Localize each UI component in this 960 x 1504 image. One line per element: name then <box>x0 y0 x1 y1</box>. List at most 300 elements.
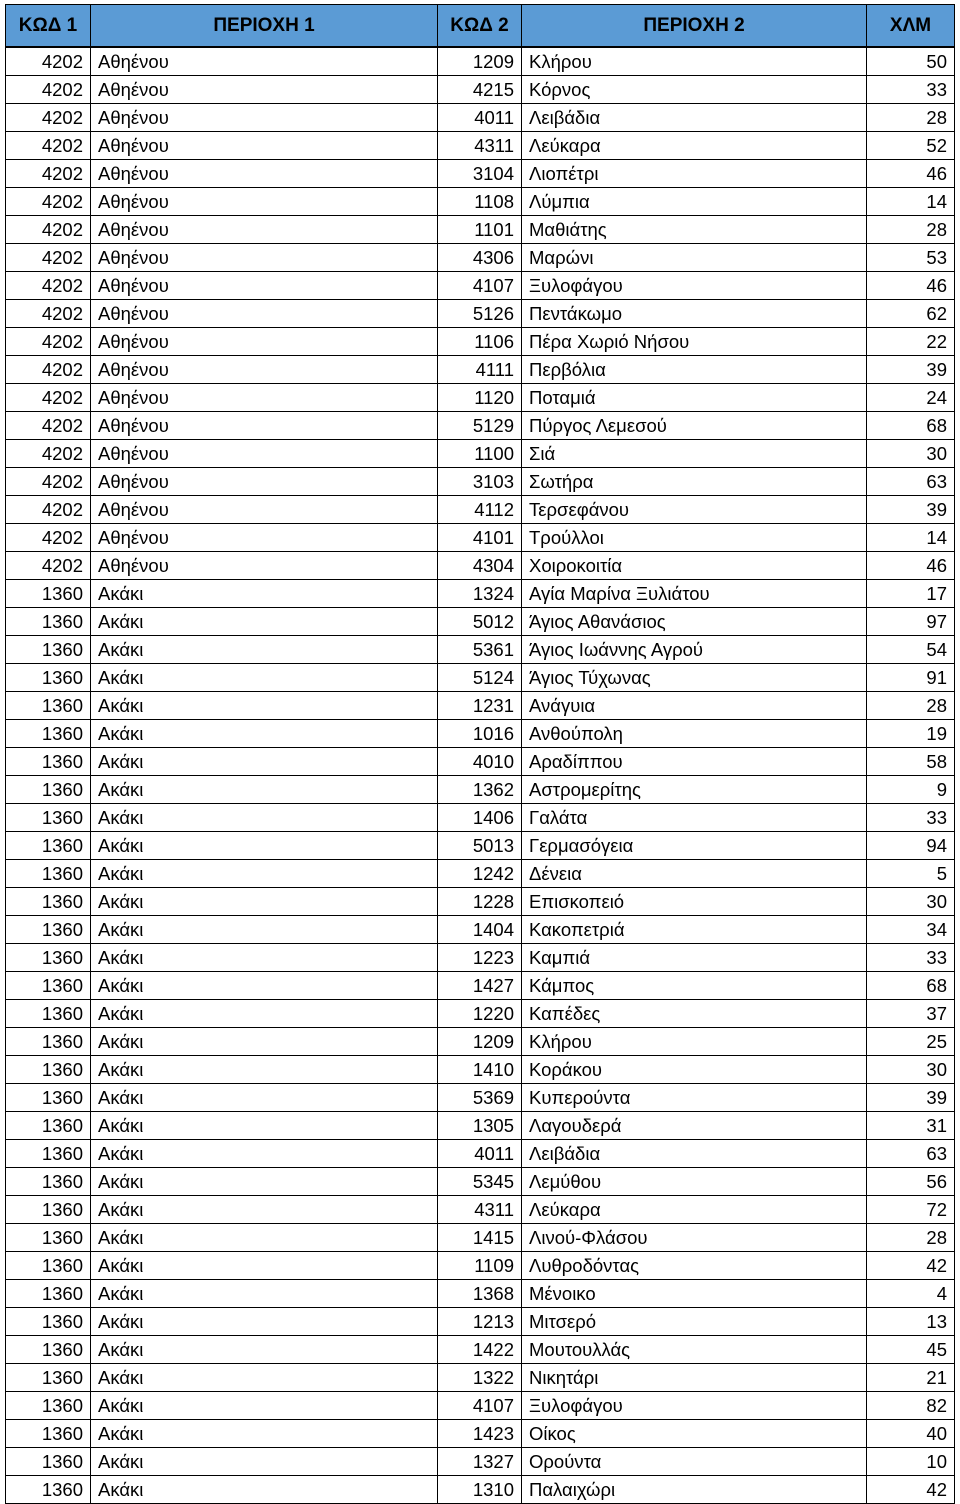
code-2-cell: 1108 <box>438 188 522 216</box>
header-code-1: ΚΩΔ 1 <box>6 5 91 48</box>
table-row <box>6 244 955 272</box>
area-1-cell: Ακάκι <box>91 720 438 748</box>
area-1-cell: Ακάκι <box>91 1364 438 1392</box>
table-row <box>6 664 955 692</box>
code-1-cell: 1360 <box>6 1280 91 1308</box>
code-2-cell: 4215 <box>438 76 522 104</box>
header-area-2: ΠΕΡΙΟΧΗ 2 <box>522 5 867 48</box>
code-1-cell: 4202 <box>6 384 91 412</box>
table-row <box>6 944 955 972</box>
table-row <box>6 1308 955 1336</box>
code-2-cell: 1310 <box>438 1476 522 1504</box>
area-1-cell: Ακάκι <box>91 1000 438 1028</box>
code-2-cell: 3103 <box>438 468 522 496</box>
area-2-cell: Σιά <box>522 440 867 468</box>
area-1-cell: Ακάκι <box>91 1336 438 1364</box>
area-2-cell: Λεύκαρα <box>522 1196 867 1224</box>
code-2-cell: 1305 <box>438 1112 522 1140</box>
code-1-cell: 1360 <box>6 1084 91 1112</box>
km-cell: 37 <box>867 1000 955 1028</box>
km-cell: 91 <box>867 664 955 692</box>
code-1-cell: 1360 <box>6 776 91 804</box>
km-cell: 5 <box>867 860 955 888</box>
km-cell: 39 <box>867 1084 955 1112</box>
area-2-cell: Λεμύθου <box>522 1168 867 1196</box>
table-row <box>6 860 955 888</box>
code-2-cell: 1415 <box>438 1224 522 1252</box>
code-1-cell: 4202 <box>6 216 91 244</box>
code-1-cell: 4202 <box>6 524 91 552</box>
code-2-cell: 4010 <box>438 748 522 776</box>
code-1-cell: 4202 <box>6 244 91 272</box>
km-cell: 34 <box>867 916 955 944</box>
code-1-cell: 4202 <box>6 412 91 440</box>
area-1-cell: Αθηένου <box>91 440 438 468</box>
km-cell: 54 <box>867 636 955 664</box>
area-1-cell: Αθηένου <box>91 496 438 524</box>
code-1-cell: 4202 <box>6 188 91 216</box>
table-row <box>6 1364 955 1392</box>
table-row <box>6 1420 955 1448</box>
km-cell: 24 <box>867 384 955 412</box>
code-2-cell: 4107 <box>438 272 522 300</box>
code-2-cell: 1423 <box>438 1420 522 1448</box>
area-2-cell: Κακοπετριά <box>522 916 867 944</box>
table-row <box>6 1280 955 1308</box>
area-2-cell: Λαγουδερά <box>522 1112 867 1140</box>
table-row <box>6 412 955 440</box>
code-1-cell: 4202 <box>6 328 91 356</box>
table-row <box>6 272 955 300</box>
area-2-cell: Παλαιχώρι <box>522 1476 867 1504</box>
table-row <box>6 440 955 468</box>
area-2-cell: Περβόλια <box>522 356 867 384</box>
km-cell: 94 <box>867 832 955 860</box>
header-code-2: ΚΩΔ 2 <box>438 5 522 48</box>
km-cell: 42 <box>867 1252 955 1280</box>
area-1-cell: Αθηένου <box>91 76 438 104</box>
code-1-cell: 4202 <box>6 47 91 76</box>
table-row <box>6 47 955 76</box>
code-1-cell: 1360 <box>6 720 91 748</box>
header-area-1: ΠΕΡΙΟΧΗ 1 <box>91 5 438 48</box>
area-1-cell: Ακάκι <box>91 636 438 664</box>
code-1-cell: 1360 <box>6 1476 91 1504</box>
area-2-cell: Οίκος <box>522 1420 867 1448</box>
km-cell: 28 <box>867 692 955 720</box>
code-1-cell: 4202 <box>6 272 91 300</box>
area-1-cell: Ακάκι <box>91 860 438 888</box>
area-2-cell: Κόρνος <box>522 76 867 104</box>
code-1-cell: 1360 <box>6 664 91 692</box>
code-1-cell: 1360 <box>6 1000 91 1028</box>
area-1-cell: Αθηένου <box>91 552 438 580</box>
area-2-cell: Τερσεφάνου <box>522 496 867 524</box>
code-1-cell: 4202 <box>6 160 91 188</box>
code-2-cell: 1100 <box>438 440 522 468</box>
code-2-cell: 1406 <box>438 804 522 832</box>
area-1-cell: Ακάκι <box>91 692 438 720</box>
km-cell: 28 <box>867 1224 955 1252</box>
code-2-cell: 4311 <box>438 1196 522 1224</box>
code-2-cell: 1362 <box>438 776 522 804</box>
area-1-cell: Ακάκι <box>91 832 438 860</box>
code-1-cell: 1360 <box>6 1056 91 1084</box>
area-2-cell: Μαθιάτης <box>522 216 867 244</box>
area-1-cell: Ακάκι <box>91 1420 438 1448</box>
code-2-cell: 1327 <box>438 1448 522 1476</box>
area-1-cell: Ακάκι <box>91 580 438 608</box>
table-row <box>6 692 955 720</box>
km-cell: 9 <box>867 776 955 804</box>
area-1-cell: Ακάκι <box>91 1476 438 1504</box>
code-2-cell: 1404 <box>438 916 522 944</box>
table-row <box>6 104 955 132</box>
table-row <box>6 300 955 328</box>
code-2-cell: 1422 <box>438 1336 522 1364</box>
area-2-cell: Δένεια <box>522 860 867 888</box>
area-2-cell: Κλήρου <box>522 1028 867 1056</box>
area-1-cell: Ακάκι <box>91 944 438 972</box>
table-row <box>6 1140 955 1168</box>
km-cell: 46 <box>867 552 955 580</box>
area-1-cell: Αθηένου <box>91 356 438 384</box>
area-2-cell: Πέρα Χωριό Νήσου <box>522 328 867 356</box>
area-2-cell: Μαρώνι <box>522 244 867 272</box>
area-1-cell: Αθηένου <box>91 328 438 356</box>
table-row <box>6 1084 955 1112</box>
area-2-cell: Κοράκου <box>522 1056 867 1084</box>
area-2-cell: Λύμπια <box>522 188 867 216</box>
code-1-cell: 1360 <box>6 1224 91 1252</box>
km-cell: 4 <box>867 1280 955 1308</box>
table-row <box>6 972 955 1000</box>
area-1-cell: Ακάκι <box>91 804 438 832</box>
km-cell: 58 <box>867 748 955 776</box>
table-row <box>6 636 955 664</box>
area-1-cell: Αθηένου <box>91 468 438 496</box>
table-row <box>6 608 955 636</box>
table-row <box>6 776 955 804</box>
km-cell: 63 <box>867 1140 955 1168</box>
area-1-cell: Αθηένου <box>91 524 438 552</box>
table-row <box>6 580 955 608</box>
km-cell: 46 <box>867 272 955 300</box>
table-row <box>6 160 955 188</box>
km-cell: 30 <box>867 888 955 916</box>
area-2-cell: Άγιος Ιωάννης Αγρού <box>522 636 867 664</box>
area-1-cell: Ακάκι <box>91 776 438 804</box>
code-1-cell: 4202 <box>6 468 91 496</box>
area-1-cell: Αθηένου <box>91 132 438 160</box>
km-cell: 28 <box>867 104 955 132</box>
table-row <box>6 496 955 524</box>
code-1-cell: 1360 <box>6 1448 91 1476</box>
area-2-cell: Λινού-Φλάσου <box>522 1224 867 1252</box>
area-1-cell: Ακάκι <box>91 1280 438 1308</box>
km-cell: 33 <box>867 76 955 104</box>
code-1-cell: 1360 <box>6 1196 91 1224</box>
code-2-cell: 1101 <box>438 216 522 244</box>
area-2-cell: Κλήρου <box>522 47 867 76</box>
km-cell: 56 <box>867 1168 955 1196</box>
code-2-cell: 1427 <box>438 972 522 1000</box>
km-cell: 97 <box>867 608 955 636</box>
code-2-cell: 1220 <box>438 1000 522 1028</box>
code-2-cell: 5013 <box>438 832 522 860</box>
code-1-cell: 4202 <box>6 356 91 384</box>
table-row <box>6 384 955 412</box>
km-cell: 82 <box>867 1392 955 1420</box>
area-2-cell: Μένοικο <box>522 1280 867 1308</box>
km-cell: 63 <box>867 468 955 496</box>
km-cell: 17 <box>867 580 955 608</box>
km-cell: 39 <box>867 356 955 384</box>
area-1-cell: Αθηένου <box>91 216 438 244</box>
km-cell: 72 <box>867 1196 955 1224</box>
area-1-cell: Ακάκι <box>91 1392 438 1420</box>
km-cell: 62 <box>867 300 955 328</box>
area-2-cell: Ανάγυια <box>522 692 867 720</box>
code-2-cell: 4011 <box>438 104 522 132</box>
area-2-cell: Ποταμιά <box>522 384 867 412</box>
code-2-cell: 5129 <box>438 412 522 440</box>
code-1-cell: 1360 <box>6 636 91 664</box>
code-1-cell: 1360 <box>6 608 91 636</box>
area-1-cell: Ακάκι <box>91 1224 438 1252</box>
area-1-cell: Ακάκι <box>91 608 438 636</box>
km-cell: 10 <box>867 1448 955 1476</box>
area-1-cell: Ακάκι <box>91 1084 438 1112</box>
code-1-cell: 4202 <box>6 104 91 132</box>
km-cell: 14 <box>867 188 955 216</box>
area-1-cell: Ακάκι <box>91 1112 438 1140</box>
code-2-cell: 1209 <box>438 1028 522 1056</box>
code-1-cell: 1360 <box>6 860 91 888</box>
area-2-cell: Νικητάρι <box>522 1364 867 1392</box>
area-2-cell: Μουτουλλάς <box>522 1336 867 1364</box>
code-2-cell: 1368 <box>438 1280 522 1308</box>
area-2-cell: Χοιροκοιτία <box>522 552 867 580</box>
code-2-cell: 5124 <box>438 664 522 692</box>
area-1-cell: Ακάκι <box>91 972 438 1000</box>
code-1-cell: 1360 <box>6 888 91 916</box>
area-2-cell: Πύργος Λεμεσού <box>522 412 867 440</box>
code-2-cell: 4304 <box>438 552 522 580</box>
code-1-cell: 1360 <box>6 1336 91 1364</box>
code-2-cell: 1209 <box>438 47 522 76</box>
code-1-cell: 1360 <box>6 1168 91 1196</box>
table-row <box>6 1028 955 1056</box>
km-cell: 33 <box>867 804 955 832</box>
area-2-cell: Αραδίππου <box>522 748 867 776</box>
area-2-cell: Καμπιά <box>522 944 867 972</box>
code-1-cell: 4202 <box>6 300 91 328</box>
code-2-cell: 4107 <box>438 1392 522 1420</box>
code-1-cell: 1360 <box>6 832 91 860</box>
area-2-cell: Αγία Μαρίνα Ξυλιάτου <box>522 580 867 608</box>
code-1-cell: 4202 <box>6 496 91 524</box>
table-row <box>6 1392 955 1420</box>
table-row <box>6 1336 955 1364</box>
code-2-cell: 5369 <box>438 1084 522 1112</box>
code-1-cell: 1360 <box>6 1364 91 1392</box>
header-km: ΧΛΜ <box>867 5 955 48</box>
table-row <box>6 328 955 356</box>
table-row <box>6 1168 955 1196</box>
code-2-cell: 4306 <box>438 244 522 272</box>
table-row <box>6 1476 955 1504</box>
area-2-cell: Λειβάδια <box>522 104 867 132</box>
km-cell: 50 <box>867 47 955 76</box>
area-2-cell: Πεντάκωμο <box>522 300 867 328</box>
code-1-cell: 1360 <box>6 748 91 776</box>
table-row <box>6 1056 955 1084</box>
area-2-cell: Λυθροδόντας <box>522 1252 867 1280</box>
table-row <box>6 132 955 160</box>
area-2-cell: Γερμασόγεια <box>522 832 867 860</box>
code-1-cell: 1360 <box>6 1028 91 1056</box>
table-row <box>6 216 955 244</box>
km-cell: 39 <box>867 496 955 524</box>
code-2-cell: 3104 <box>438 160 522 188</box>
table-row <box>6 1224 955 1252</box>
code-2-cell: 1322 <box>438 1364 522 1392</box>
code-2-cell: 1242 <box>438 860 522 888</box>
area-1-cell: Ακάκι <box>91 1448 438 1476</box>
code-2-cell: 1231 <box>438 692 522 720</box>
area-1-cell: Ακάκι <box>91 1196 438 1224</box>
km-cell: 68 <box>867 412 955 440</box>
area-1-cell: Αθηένου <box>91 47 438 76</box>
table-row <box>6 748 955 776</box>
table-row <box>6 804 955 832</box>
km-cell: 46 <box>867 160 955 188</box>
code-1-cell: 1360 <box>6 1252 91 1280</box>
km-cell: 31 <box>867 1112 955 1140</box>
area-1-cell: Ακάκι <box>91 1140 438 1168</box>
code-1-cell: 4202 <box>6 552 91 580</box>
area-2-cell: Αστρομερίτης <box>522 776 867 804</box>
code-2-cell: 5361 <box>438 636 522 664</box>
code-1-cell: 1360 <box>6 916 91 944</box>
code-1-cell: 1360 <box>6 1140 91 1168</box>
area-2-cell: Μιτσερό <box>522 1308 867 1336</box>
code-1-cell: 1360 <box>6 692 91 720</box>
code-1-cell: 4202 <box>6 132 91 160</box>
km-cell: 53 <box>867 244 955 272</box>
table-row <box>6 1196 955 1224</box>
area-2-cell: Ξυλοφάγου <box>522 1392 867 1420</box>
code-2-cell: 4112 <box>438 496 522 524</box>
area-2-cell: Σωτήρα <box>522 468 867 496</box>
code-1-cell: 1360 <box>6 804 91 832</box>
table-row <box>6 356 955 384</box>
code-1-cell: 4202 <box>6 76 91 104</box>
area-2-cell: Λεύκαρα <box>522 132 867 160</box>
table-row <box>6 552 955 580</box>
km-cell: 25 <box>867 1028 955 1056</box>
distance-table <box>5 4 955 1504</box>
km-cell: 33 <box>867 944 955 972</box>
code-1-cell: 1360 <box>6 1308 91 1336</box>
area-1-cell: Ακάκι <box>91 888 438 916</box>
area-1-cell: Αθηένου <box>91 188 438 216</box>
code-2-cell: 1228 <box>438 888 522 916</box>
area-2-cell: Άγιος Τύχωνας <box>522 664 867 692</box>
area-2-cell: Κάμπος <box>522 972 867 1000</box>
km-cell: 30 <box>867 440 955 468</box>
code-1-cell: 1360 <box>6 580 91 608</box>
code-2-cell: 5345 <box>438 1168 522 1196</box>
code-2-cell: 1223 <box>438 944 522 972</box>
area-1-cell: Ακάκι <box>91 748 438 776</box>
area-2-cell: Άγιος Αθανάσιος <box>522 608 867 636</box>
area-2-cell: Τρούλλοι <box>522 524 867 552</box>
table-row <box>6 916 955 944</box>
table-row <box>6 76 955 104</box>
table-row <box>6 524 955 552</box>
code-1-cell: 4202 <box>6 440 91 468</box>
code-2-cell: 4311 <box>438 132 522 160</box>
area-1-cell: Αθηένου <box>91 272 438 300</box>
code-2-cell: 5126 <box>438 300 522 328</box>
table-row <box>6 1000 955 1028</box>
km-cell: 14 <box>867 524 955 552</box>
area-1-cell: Αθηένου <box>91 384 438 412</box>
code-2-cell: 1324 <box>438 580 522 608</box>
area-2-cell: Λιοπέτρι <box>522 160 867 188</box>
code-2-cell: 4101 <box>438 524 522 552</box>
code-2-cell: 1106 <box>438 328 522 356</box>
area-1-cell: Ακάκι <box>91 916 438 944</box>
area-1-cell: Ακάκι <box>91 664 438 692</box>
table-row <box>6 1252 955 1280</box>
km-cell: 42 <box>867 1476 955 1504</box>
area-2-cell: Ξυλοφάγου <box>522 272 867 300</box>
table-row <box>6 188 955 216</box>
km-cell: 28 <box>867 216 955 244</box>
km-cell: 19 <box>867 720 955 748</box>
area-2-cell: Ορούντα <box>522 1448 867 1476</box>
km-cell: 30 <box>867 1056 955 1084</box>
table-row <box>6 720 955 748</box>
code-1-cell: 1360 <box>6 972 91 1000</box>
table-row <box>6 1112 955 1140</box>
code-2-cell: 1120 <box>438 384 522 412</box>
code-1-cell: 1360 <box>6 1112 91 1140</box>
table-row <box>6 888 955 916</box>
area-2-cell: Κυπερούντα <box>522 1084 867 1112</box>
code-2-cell: 4111 <box>438 356 522 384</box>
code-2-cell: 4011 <box>438 1140 522 1168</box>
area-1-cell: Αθηένου <box>91 412 438 440</box>
km-cell: 52 <box>867 132 955 160</box>
km-cell: 40 <box>867 1420 955 1448</box>
code-2-cell: 5012 <box>438 608 522 636</box>
code-2-cell: 1410 <box>438 1056 522 1084</box>
area-2-cell: Επισκοπειό <box>522 888 867 916</box>
area-1-cell: Ακάκι <box>91 1308 438 1336</box>
km-cell: 21 <box>867 1364 955 1392</box>
code-2-cell: 1213 <box>438 1308 522 1336</box>
area-1-cell: Αθηένου <box>91 244 438 272</box>
table-row <box>6 468 955 496</box>
area-2-cell: Γαλάτα <box>522 804 867 832</box>
area-2-cell: Καπέδες <box>522 1000 867 1028</box>
area-1-cell: Αθηένου <box>91 300 438 328</box>
code-2-cell: 1109 <box>438 1252 522 1280</box>
